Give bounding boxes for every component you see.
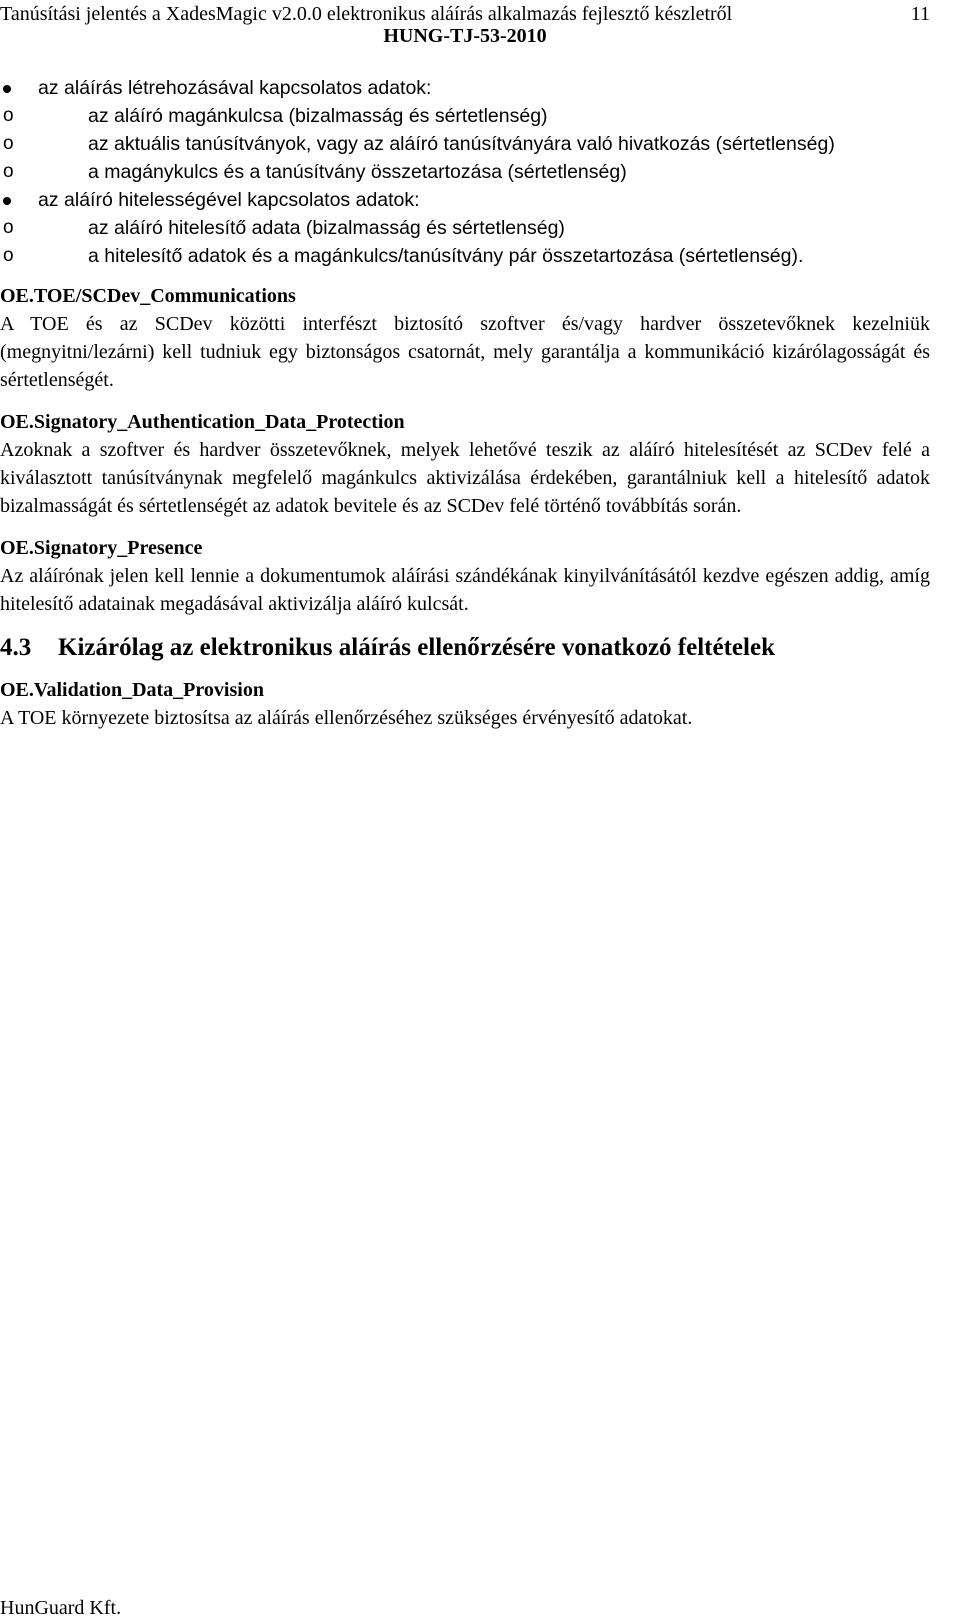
list-label: az aláírás létrehozásával kapcsolatos adatok: — [38, 77, 432, 99]
section-text: A TOE és az SCDev közötti interfészt biztosító szoftver és/vagy hardver összetevőknek kezelniük (megnyitni/lezárni) kell tudniuk egy biztonságos csatornát, mely garantálja a kommunikáció kizárólagosságát és sértetlenségét. — [0, 313, 930, 391]
section-title: OE.Signatory_Presence — [0, 537, 203, 559]
list-item-text: az aláíró magánkulcsa (bizalmasság és sértetlenség) — [88, 105, 548, 127]
list-item-level2 — [0, 158, 930, 186]
list-item-level2 — [0, 102, 930, 130]
circle-bullet-icon: o — [3, 245, 14, 266]
section-text: Azoknak a szoftver és hardver összetevőknek, melyek lehetővé teszik az aláíró hitelesítését az SCDev felé a kiválasztott tanúsítványnak megfelelő magánkulcs aktivizálása érdekében, garantálniuk kell a hitelesítő adatok bizalmasságát és sértetlenségét az adatok bevitele és az SCDev felé történő továbbítás során. — [0, 439, 930, 517]
section-text: Az aláírónak jelen kell lennie a dokumentumok aláírási szándékának kinyilvánításától kezdve egészen addig, amíg hitelesítő adatainak megadásával aktivizálja aláíró kulcsát. — [0, 565, 930, 615]
document-id: HUNG-TJ-53-2010 — [383, 25, 547, 47]
bullet-icon — [3, 85, 11, 93]
header-title: Tanúsítási jelentés a XadesMagic v2.0.0 elektronikus aláírás alkalmazás fejlesztő készletről — [0, 3, 733, 25]
section-heading — [0, 632, 930, 664]
page-number: 11 — [910, 3, 930, 25]
circle-bullet-icon: o — [3, 161, 14, 182]
list-item-level1 — [0, 186, 930, 214]
list-item-text: az aktuális tanúsítványok, vagy az aláíró tanúsítványára való hivatkozás (sértetlenség) — [88, 133, 835, 155]
circle-bullet-icon: o — [3, 133, 14, 154]
section-number: 4.3 — [0, 634, 32, 661]
section-title: OE.Validation_Data_Provision — [0, 679, 264, 701]
section-title: OE.TOE/SCDev_Communications — [0, 285, 296, 307]
list-item-level1 — [0, 74, 930, 102]
list-item-level2 — [0, 130, 930, 158]
list-label: az aláíró hitelességével kapcsolatos adatok: — [38, 189, 420, 211]
footer-company: HunGuard Kft. — [0, 1597, 122, 1619]
list-item-level2 — [0, 242, 930, 270]
section-title: OE.Signatory_Authentication_Data_Protection — [0, 411, 405, 433]
list-item-level2 — [0, 214, 930, 242]
bullet-icon — [3, 197, 11, 205]
section-heading-text: Kizárólag az elektronikus aláírás ellenőrzésére vonatkozó feltételek — [58, 634, 775, 661]
circle-bullet-icon: o — [3, 217, 14, 238]
page-body — [0, 74, 930, 732]
list-item-text: a magánykulcs és a tanúsítvány összetartozása (sértetlenség) — [88, 161, 627, 183]
circle-bullet-icon: o — [3, 105, 14, 126]
section-text: A TOE környezete biztosítsa az aláírás ellenőrzéséhez szükséges érvényesítő adatokat. — [0, 707, 693, 729]
list-item-text: a hitelesítő adatok és a magánkulcs/tanúsítvány pár összetartozása (sértetlenség). — [88, 245, 804, 267]
list-item-text: az aláíró hitelesítő adata (bizalmasság és sértetlenség) — [88, 217, 565, 239]
